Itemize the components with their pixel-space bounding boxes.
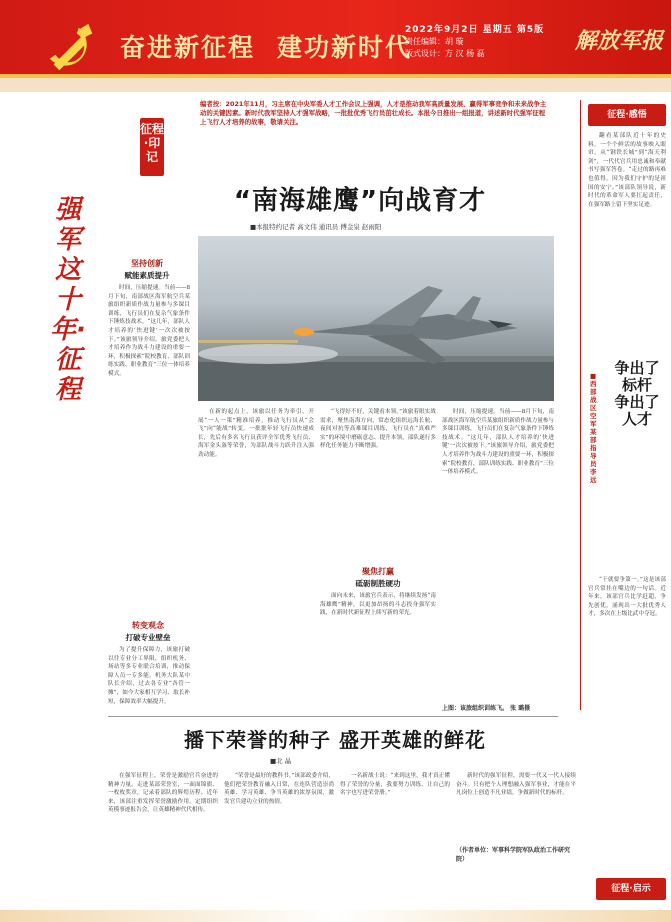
- bottom-paragraph-3: 一名新战士说：“来到这里，我才真正懂得了荣誉的分量，我要努力训练，让自己的名字也写进荣誉册。”: [340, 773, 450, 797]
- right-headline: 争出了标杆 争出了人才: [614, 359, 660, 428]
- page-footer-strip: [0, 910, 671, 922]
- slogan-part-1: 奋进新征程: [120, 33, 256, 62]
- right-paragraph-top: 翻看某部队近十年的史料，一个个鲜活的故事映入眼帘。从“钢铁长城”到“海天利剑”，一代代官兵用忠诚和奉献书写强军答卷。“走过的路再难也值得，因为我们守护的是祖国的安宁。”该部队领导说，新时代的革命军人要扛起责任，在强军路上留下坚实足迹。: [588, 133, 666, 208]
- right-paragraph-mid: “干就要争第一。”这是该部官兵常挂在嘴边的一句话。近年来，该部官兵比学赶超、争先创优，涌现出一大批优秀人才，多次在上级比武中夺冠。: [588, 577, 666, 618]
- subheading-3: 聚焦打赢: [362, 567, 394, 576]
- right-section-header-bottom: 征程·启示: [596, 878, 666, 900]
- banner-stripe: [0, 78, 671, 92]
- bottom-paragraph-1: 在强军征程上，荣誉是激励官兵奋进的精神力量。走进某部荣誉室，一面面锦旗、一枚枚奖章，记录着部队的辉煌历程。近年来，该部注重发挥荣誉激励作用，定期组织英模事迹报告会，让英雄精神代代相传。: [108, 773, 218, 814]
- lead-headline: “南海雄鹰”向战育才: [233, 186, 487, 216]
- subheading-2b: 打破专业壁垒: [125, 633, 171, 642]
- masthead-meta: [405, 24, 544, 60]
- lead-paragraph-3: 为了提升保障力，该旅打破以往专业分工界限，组织机务、场站等多专业联合培训，推动保障人员一专多能。机务大队某中队长介绍，过去各专业“各管一摊”，如今大家相互学习、取长补短，保障效率大幅提升。: [108, 647, 190, 705]
- masthead-slogan: [120, 28, 434, 64]
- bottom-byline: ■北 晶: [270, 757, 292, 765]
- subheading-2: 转变观念: [132, 621, 164, 630]
- lead-paragraph-4: “飞得好不好，关键看本领。”该旅着眼实战需求，聚焦南海方向，常态化组织远海长航、夜间对抗等高难课目训练，飞行员在“真难严实”的环境中磨砺意志、提升本领，部队遂行多样化任务能力不断增强。: [320, 409, 436, 450]
- bottom-headline: 播下荣誉的种子 盛开英雄的鲜花: [184, 728, 486, 752]
- section-divider: [108, 716, 558, 717]
- subheading-1b: 赋能素质提升: [124, 271, 170, 280]
- subheading-1: 坚持创新: [131, 259, 163, 268]
- lead-paragraph-6: 时间，压缩提速。当前——8月下旬，南部战区海军航空兵某旅组织新质作战力量参与多课目训练，飞行员们在复杂气象条件下锤炼技战术。“这几年，部队人才培养的‘快进键’一次次被按下。”该旅领导介绍，旅党委把人才培养作为战斗力建设的重要一环，积极探索“院校教育、部队训练实践、职业教育”三位一体培养模式。: [442, 409, 554, 476]
- lead-paragraph-2: 在新的起点上，该旅以任务为牵引，开展“一人一策”精准培养，推动飞行员从“会飞”向“能战”转变。一批批年轻飞行员快速成长，先后有多名飞行员获评全军优秀飞行员、海军金头盔等荣誉，为部队战斗力跃升注入强劲动能。: [198, 409, 314, 458]
- fighter-jet-photo: [198, 236, 554, 401]
- editor-credit: 责任编辑：胡 璇: [405, 37, 464, 46]
- lead-byline: ■本报特约记者 高文伟 通讯员 傅金泉 赵雨阳: [250, 223, 382, 231]
- layout-credit: 版式设计：方 汉 杨 磊: [405, 49, 485, 58]
- newspaper-brand: 解放军报: [575, 28, 664, 54]
- issue-date: 2022年9月2日 星期五 第5版: [405, 25, 545, 35]
- slogan-part-2: 建功新时代: [277, 33, 413, 62]
- bottom-paragraph-2: “荣誉是最好的教科书。”该部政委介绍，他们把荣誉教育融入日常，在连队营造崇尚英雄、学习英雄、争当英雄的浓厚氛围，激发官兵建功立业的热情。: [224, 773, 334, 805]
- series-title: 强军这十年·征程: [50, 195, 86, 405]
- lead-paragraph-1: 时间，压缩提速。当前——8月下旬，南部战区海军航空兵某旅组织新质作战力量参与多课目训练，飞行员们在复杂气象条件下锤炼技战术。“这几年，部队人才培养的‘快进键’一次次被按下。”该旅领导介绍，旅党委把人才培养作为战斗力建设的重要一环，积极探索“院校教育、部队训练实践、职业教育”三位一体培养模式。: [108, 285, 190, 377]
- jet-illustration: [198, 236, 554, 401]
- subheading-3b: 砥砺制胜硬功: [355, 579, 401, 588]
- lead-paragraph-5: 面向未来，该旅官兵表示，将继续发扬“南海雄鹰”精神，以更加昂扬的斗志投身强军实践，在新时代新征程上续写新的荣光。: [320, 593, 436, 617]
- author-affiliation: （作者单位：军事科学院军队政治工作研究院）: [456, 847, 571, 863]
- column-divider: [580, 100, 581, 710]
- photo-caption: 上图：该旅组织训练飞。 张 璐摄: [442, 705, 531, 712]
- column-label: 征程·印记: [140, 118, 164, 176]
- party-emblem-icon: [42, 20, 100, 78]
- right-paragraph-bottom: 新时代的强军征程，需要一代又一代人接续奋斗。只有把个人理想融入强军事业，才能在平凡岗位上创造不凡业绩，争做新时代的标杆。: [456, 773, 576, 797]
- editor-note: 编者按：2021年11月，习主席在中央军委人才工作会议上强调，人才是推动我军高质量发展、赢得军事竞争和未来战争主动的关键因素。新时代我军坚持人才强军战略，一批批优秀飞行员茁壮成长。本报今日推出一组报道，讲述新时代强军征程上飞行人才培养的故事，敬请关注。: [200, 100, 547, 127]
- right-section-header-top: 征程·感悟: [588, 104, 666, 126]
- right-byline: ■西部战区空军某部指导员 李 远: [590, 372, 597, 484]
